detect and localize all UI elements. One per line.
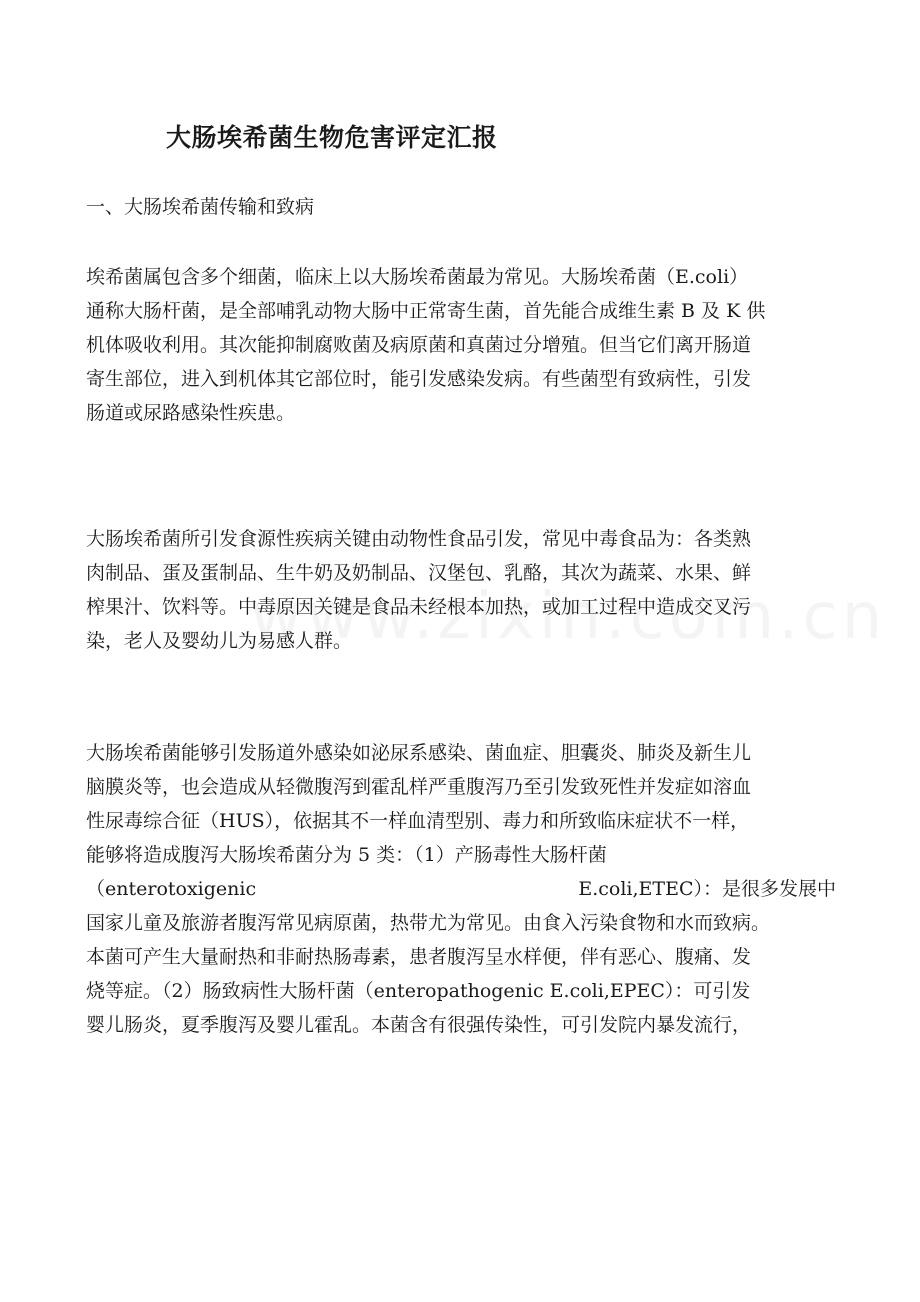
paragraph-line: 能够将造成腹泻大肠埃希菌分为 5 类：（1）产肠毒性大肠杆菌 [86, 844, 607, 866]
section-heading-1: 一、大肠埃希菌传输和致病 [86, 196, 315, 218]
paragraph-line: 大肠埃希菌能够引发肠道外感染如泌尿系感染、菌血症、胆囊炎、肺炎及新生儿 [86, 742, 752, 764]
paragraph-3 [86, 736, 836, 1042]
paragraph-line: 肉制品、蛋及蛋制品、生牛奶及奶制品、汉堡包、乳酪，其次为蔬菜、水果、鲜 [86, 562, 752, 584]
paragraph-line: 通称大肠杆菌，是全部哺乳动物大肠中正常寄生菌，首先能合成维生素 B 及 K 供 [86, 300, 766, 322]
paragraph-line-right: E.coli,ETEC）：是很多发展中 [578, 878, 836, 900]
paragraph-2 [86, 522, 836, 658]
paragraph-line: 大肠埃希菌所引发食源性疾病关键由动物性食品引发，常见中毒食品为：各类熟 [86, 528, 752, 550]
paragraph-line-justified [86, 872, 836, 906]
paragraph-line: 寄生部位，进入到机体其它部位时，能引发感染发病。有些菌型有致病性，引发 [86, 368, 752, 390]
paragraph-line: 染，老人及婴幼儿为易感人群。 [86, 630, 353, 652]
paragraph-line: 国家儿童及旅游者腹泻常见病原菌，热带尤为常见。由食入污染食物和水而致病。 [86, 912, 771, 934]
paragraph-line: 婴儿肠炎，夏季腹泻及婴儿霍乱。本菌含有很强传染性，可引发院内暴发流行， [86, 1014, 752, 1036]
paragraph-line-left: （enterotoxigenic [86, 878, 257, 900]
paragraph-line: 本菌可产生大量耐热和非耐热肠毒素，患者腹泻呈水样便，伴有恶心、腹痛、发 [86, 946, 752, 968]
document-title: 大肠埃希菌生物危害评定汇报 [166, 123, 498, 152]
paragraph-line: 肠道或尿路感染性疾患。 [86, 402, 296, 424]
paragraph-line: 机体吸收利用。其次能抑制腐败菌及病原菌和真菌过分增殖。但当它们离开肠道 [86, 334, 752, 356]
paragraph-line: 性尿毒综合征（HUS），依据其不一样血清型别、毒力和所致临床症状不一样， [86, 810, 750, 832]
paragraph-line: 脑膜炎等，也会造成从轻微腹泻到霍乱样严重腹泻乃至引发致死性并发症如溶血 [86, 776, 752, 798]
paragraph-line: 烧等症。（2）肠致病性大肠杆菌（enteropathogenic E.coli,EPEC）：可引发 [86, 980, 751, 1002]
paragraph-line: 榨果汁、饮料等。中毒原因关键是食品未经根本加热，或加工过程中造成交叉污 [86, 596, 752, 618]
paragraph-line: 埃希菌属包含多个细菌，临床上以大肠埃希菌最为常见。大肠埃希菌（E.coli） [86, 266, 749, 288]
paragraph-1 [86, 260, 836, 430]
